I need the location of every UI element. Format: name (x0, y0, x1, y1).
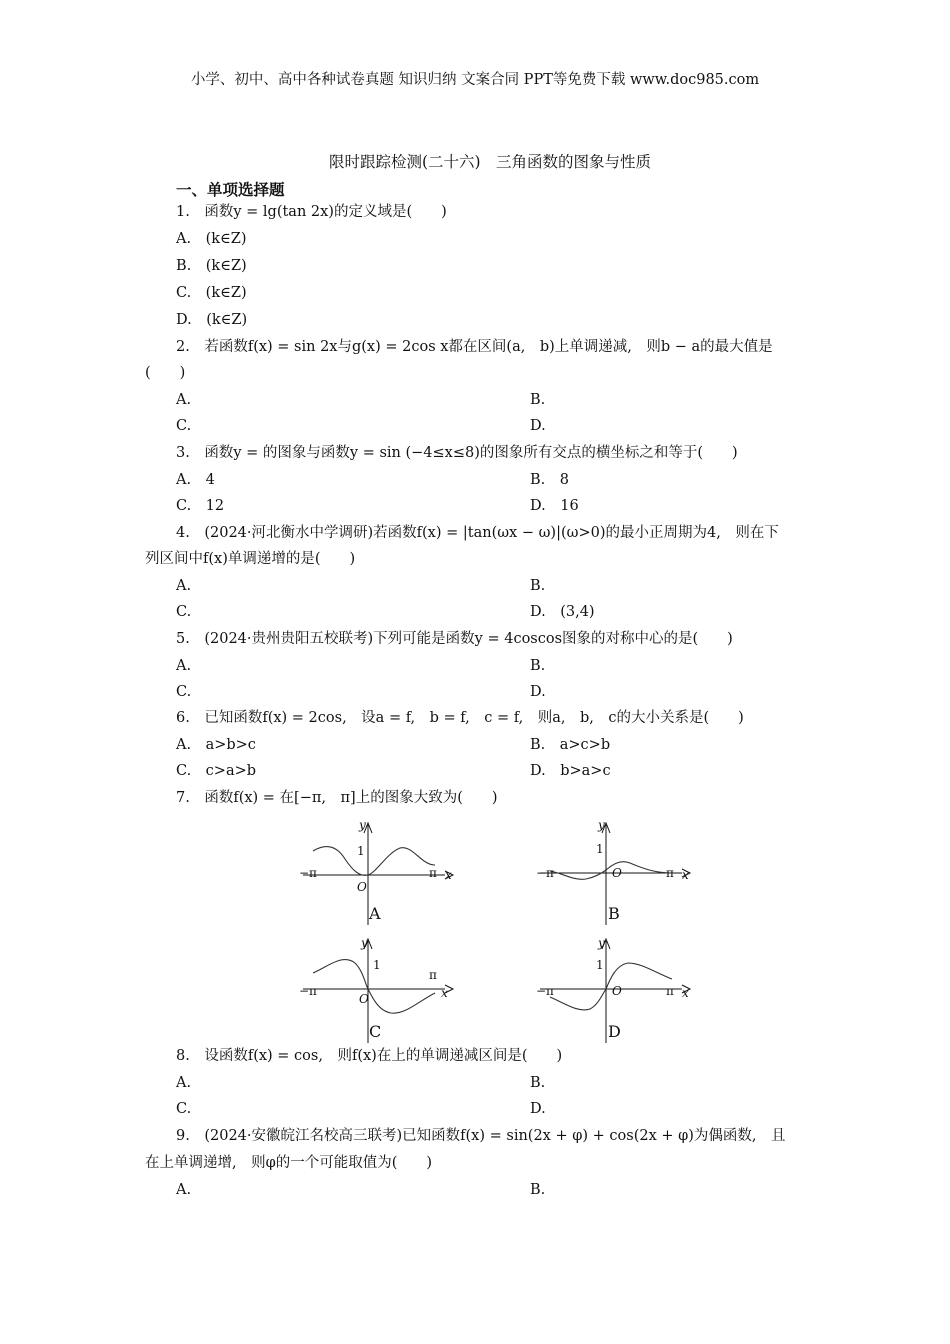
q4-option-a: A. (176, 578, 192, 594)
q4-option-c: C. (176, 604, 192, 620)
x-label: x (441, 986, 448, 1000)
question-2: 2. 若函数f(x) = sin 2x与g(x) = 2cos x都在区间(a, b)上单调递减, 则b − a的最大值是 (176, 339, 773, 355)
graph-d (532, 933, 702, 1045)
q3-option-c: C. 12 (176, 498, 225, 514)
question-1: 1. 函数y = lg(tan 2x)的定义域是( ) (176, 204, 447, 220)
graph-caption-a: A (369, 904, 381, 923)
graph-caption-b: B (608, 904, 620, 923)
x-label: x (682, 986, 689, 1000)
q9-option-b: B. (530, 1182, 546, 1198)
pi-label: π (429, 866, 437, 880)
q6-option-b: B. a>c>b (530, 737, 611, 753)
y-label: y (359, 818, 366, 832)
q8-option-a: A. (176, 1075, 192, 1091)
one-label: 1 (596, 842, 604, 856)
neg-pi-label: −π (536, 984, 554, 998)
q6-option-a: A. a>b>c (176, 737, 256, 753)
question-3: 3. 函数y = 的图象与函数y = sin (−4≤x≤8)的图象所有交点的横坐标之和等于( ) (176, 445, 738, 461)
x-label: x (445, 868, 452, 882)
q5-option-b: B. (530, 658, 546, 674)
graph-b (532, 815, 702, 927)
neg-pi-label: −π (536, 866, 554, 880)
q5-option-d: D. (530, 684, 546, 700)
graph-caption-d: D (608, 1022, 621, 1041)
question-6: 6. 已知函数f(x) = 2cos, 设a = f, b = f, c = f, 则a, b, c的大小关系是( ) (176, 710, 744, 726)
q4-option-b: B. (530, 578, 546, 594)
question-5: 5. (2024·贵州贵阳五校联考)下列可能是函数y = 4coscos图象的对称中心的是( ) (176, 631, 733, 647)
q3-option-a: A. 4 (176, 472, 215, 488)
q4-option-d: D. (3,4) (530, 604, 595, 620)
one-label: 1 (357, 844, 365, 858)
graph-b-curve (550, 862, 672, 880)
q1-option-a: A. (k∈Z) (176, 231, 247, 247)
section-heading: 一、单项选择题 (176, 180, 285, 199)
q2-option-a: A. (176, 392, 192, 408)
x-label: x (682, 868, 689, 882)
q3-option-b: B. 8 (530, 472, 569, 488)
q6-option-c: C. c>a>b (176, 763, 257, 779)
graph-a-curve (313, 847, 435, 876)
question-9-cont: 在上单调递增, 则φ的一个可能取值为( ) (145, 1155, 433, 1171)
origin-label: O (359, 992, 369, 1006)
q1-option-d: D. (k∈Z) (176, 312, 248, 328)
q1-option-b: B. (k∈Z) (176, 258, 247, 274)
question-4: 4. (2024·河北衡水中学调研)若函数f(x) = |tan(ωx − ω)|(ω>0)的最小正周期为4, 则在下 (176, 525, 779, 541)
graph-c (295, 933, 465, 1045)
question-4-cont: 列区间中f(x)单调递增的是( ) (145, 551, 356, 567)
q8-option-b: B. (530, 1075, 546, 1091)
q2-option-c: C. (176, 418, 192, 434)
pi-label: π (666, 984, 674, 998)
origin-label: O (612, 984, 622, 998)
q1-option-c: C. (k∈Z) (176, 285, 247, 301)
y-label: y (598, 936, 605, 950)
graph-d-curve (550, 963, 672, 1010)
y-label: y (361, 936, 368, 950)
one-label: 1 (373, 958, 381, 972)
q3-option-d: D. 16 (530, 498, 579, 514)
q2-option-d: D. (530, 418, 546, 434)
one-label: 1 (596, 958, 604, 972)
neg-pi-label: −π (299, 984, 317, 998)
origin-label: O (357, 880, 367, 894)
question-2-cont: ( ) (145, 365, 186, 381)
neg-pi-label: −π (299, 866, 317, 880)
graph-a (295, 815, 465, 927)
q8-option-c: C. (176, 1101, 192, 1117)
q2-option-b: B. (530, 392, 546, 408)
graph-caption-c: C (369, 1022, 382, 1041)
page-header: 小学、初中、高中各种试卷真题 知识归纳 文案合同 PPT等免费下载 www.doc985.com (190, 72, 760, 88)
y-label: y (598, 818, 605, 832)
q5-option-c: C. (176, 684, 192, 700)
question-7: 7. 函数f(x) = 在[−π, π]上的图象大致为( ) (176, 790, 498, 806)
page-title: 限时跟踪检测(二十六) 三角函数的图象与性质 (328, 153, 652, 171)
q6-option-d: D. b>a>c (530, 763, 611, 779)
origin-label: O (612, 866, 622, 880)
pi-label: π (666, 866, 674, 880)
q5-option-a: A. (176, 658, 192, 674)
q9-option-a: A. (176, 1182, 192, 1198)
q8-option-d: D. (530, 1101, 546, 1117)
question-9: 9. (2024·安徽皖江名校高三联考)已知函数f(x) = sin(2x + φ) + cos(2x + φ)为偶函数, 且 (176, 1128, 786, 1144)
pi-label: π (429, 968, 437, 982)
question-8: 8. 设函数f(x) = cos, 则f(x)在上的单调递减区间是( ) (176, 1048, 563, 1064)
